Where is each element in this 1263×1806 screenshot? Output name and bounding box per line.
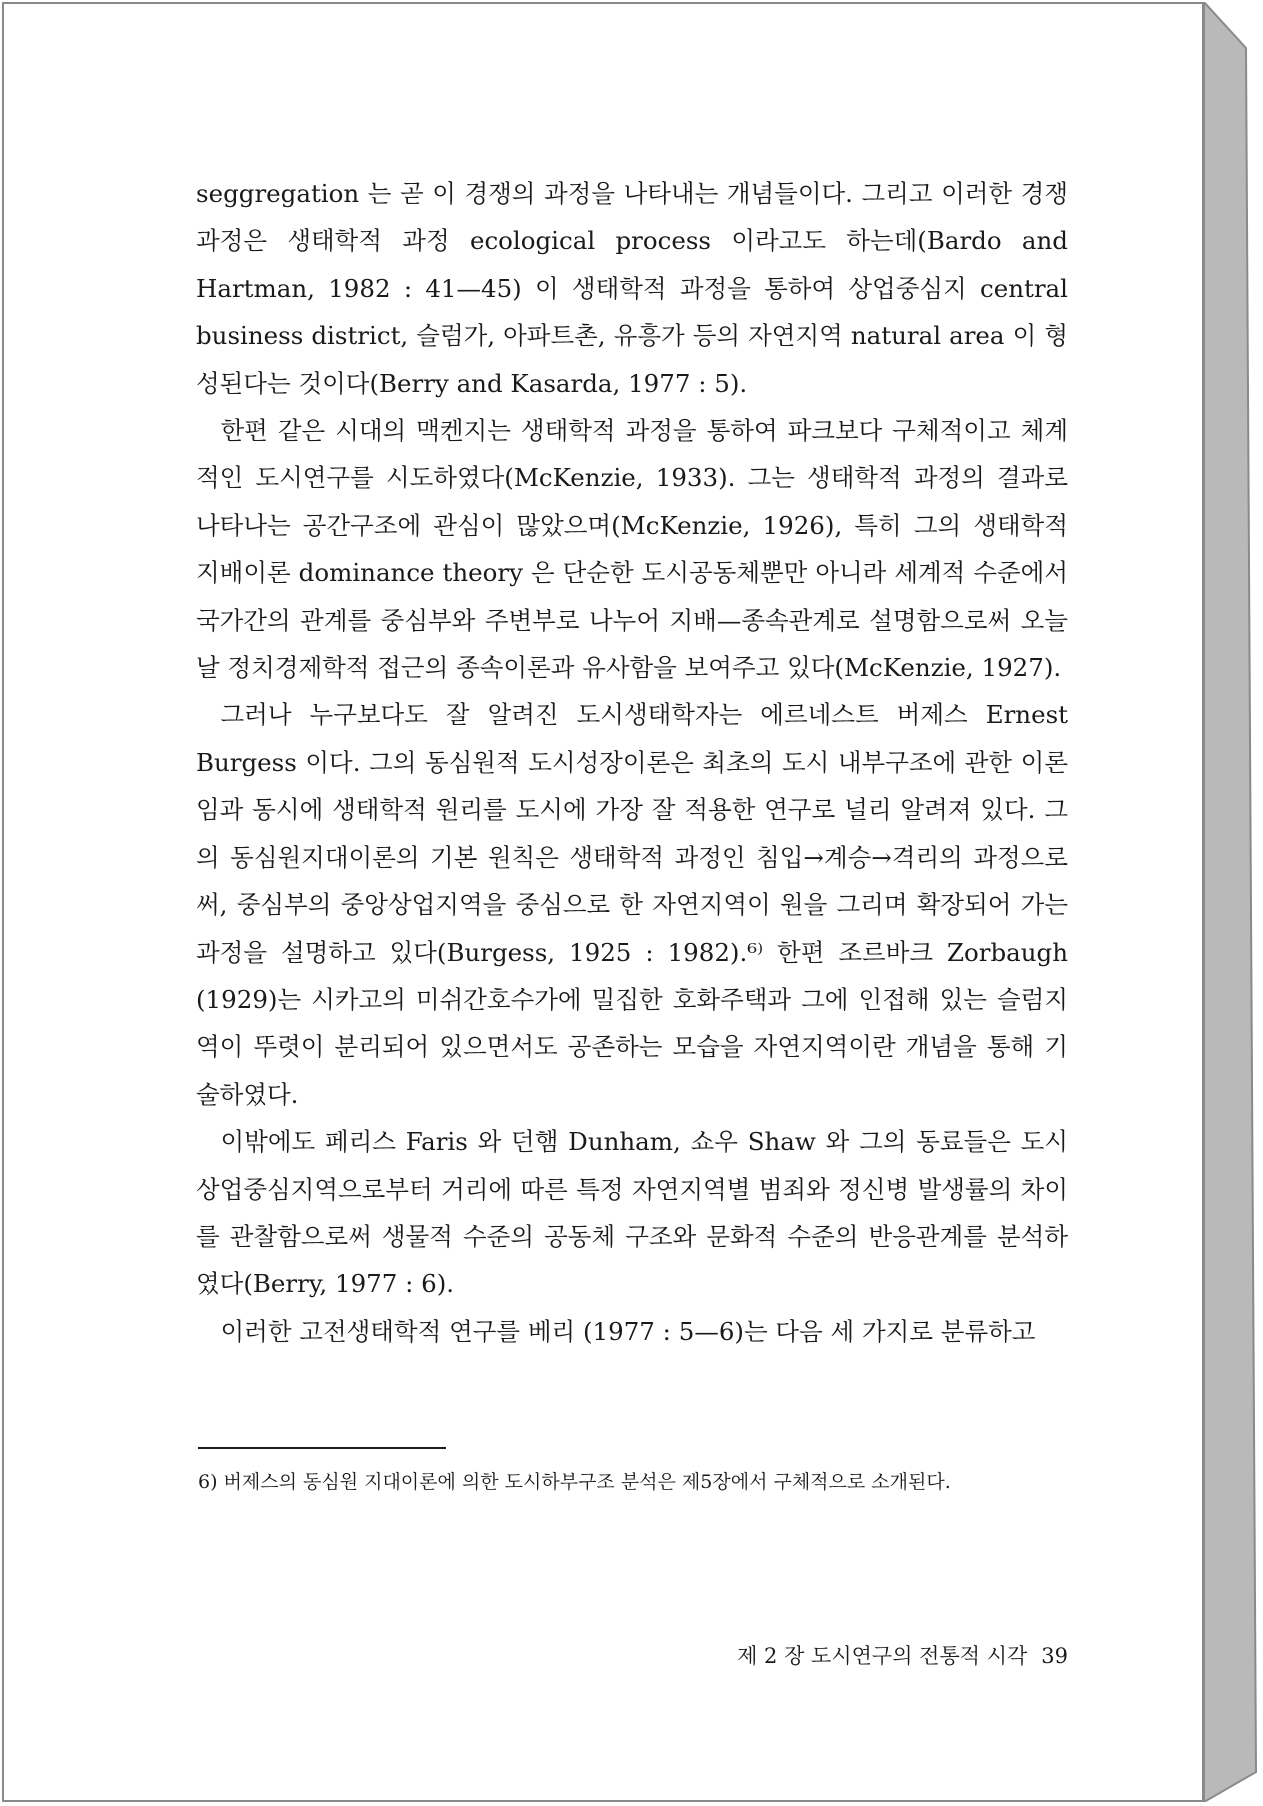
footnote-divider bbox=[198, 1447, 446, 1449]
footnote: 6) 버제스의 동심원 지대이론에 의한 도시하부구조 분석은 제5장에서 구체적으로 소개된다. bbox=[198, 1471, 951, 1493]
paragraph-4: 이밖에도 페리스 Faris 와 던햄 Dunham, 쇼우 Shaw 와 그의 동료들은 도시 상업중심지역으로부터 거리에 따른 특정 자연지역별 범죄와 정신병 발생률의 차이를 관찰함으로써 생물적 수준의 공동체 구조와 문화적 수준의 반응관계를 분석하였다(Berry, 1977 : 6). bbox=[196, 1127, 1068, 1299]
page-number: 39 bbox=[1041, 1644, 1068, 1668]
book-edge bbox=[1204, 2, 1258, 1802]
paragraph-5: 이러한 고전생태학적 연구를 베리 (1977 : 5—6)는 다음 세 가지로 분류하고 bbox=[220, 1316, 1036, 1346]
paragraph-1: seggregation 는 곧 이 경쟁의 과정을 나타내는 개념들이다. 그리고 이러한 경쟁과정은 생태학적 과정 ecological process 이라고도 하는데(Bardo and Hartman, 1982 : 41—45) 이 생태학적 과정을 통하여 상업중심지 central business district, 슬럼가, 아파트촌, 유흥가 등의 자연지역 natural area 이 형성된다는 것이다(Berry and Kasarda, 1977 : 5). bbox=[196, 179, 1068, 398]
chapter-title: 제 2 장 도시연구의 전통적 시각 bbox=[737, 1644, 1028, 1668]
running-footer bbox=[640, 1640, 1068, 1670]
paragraph-2: 한편 같은 시대의 맥켄지는 생태학적 과정을 통하여 파크보다 구체적이고 체계적인 도시연구를 시도하였다(McKenzie, 1933). 그는 생태학적 과정의 결과로 나타나는 공간구조에 관심이 많았으며(McKenzie, 1926), 특히 그의 생태학적 지배이론 dominance theory 은 단순한 도시공동체뿐만 아니라 세계적 수준에서 국가간의 관계를 중심부와 주변부로 나누어 지배—종속관계로 설명함으로써 오늘날 정치경제학적 접근의 종속이론과 유사함을 보여주고 있다(McKenzie, 1927). bbox=[196, 416, 1068, 683]
paragraph-3: 그러나 누구보다도 잘 알려진 도시생태학자는 에르네스트 버제스 Ernest Burgess 이다. 그의 동심원적 도시성장이론은 최초의 도시 내부구조에 관한 이론임과 동시에 생태학적 원리를 도시에 가장 잘 적용한 연구로 널리 알려져 있다. 그의 동심원지대이론의 기본 원칙은 생태학적 과정인 침입→계승→격리의 과정으로써, 중심부의 중앙상업지역을 중심으로 한 자연지역이 원을 그리며 확장되어 가는 과정을 설명하고 있다(Burgess, 1925 : 1982).⁶⁾ 한편 조르바크 Zorbaugh (1929)는 시카고의 미쉬간호수가에 밀집한 호화주택과 그에 인접해 있는 슬럼지역이 뚜렷이 분리되어 있으면서도 공존하는 모습을 자연지역이란 개념을 통해 기술하였다. bbox=[196, 700, 1068, 1109]
body-text bbox=[196, 170, 1068, 1355]
